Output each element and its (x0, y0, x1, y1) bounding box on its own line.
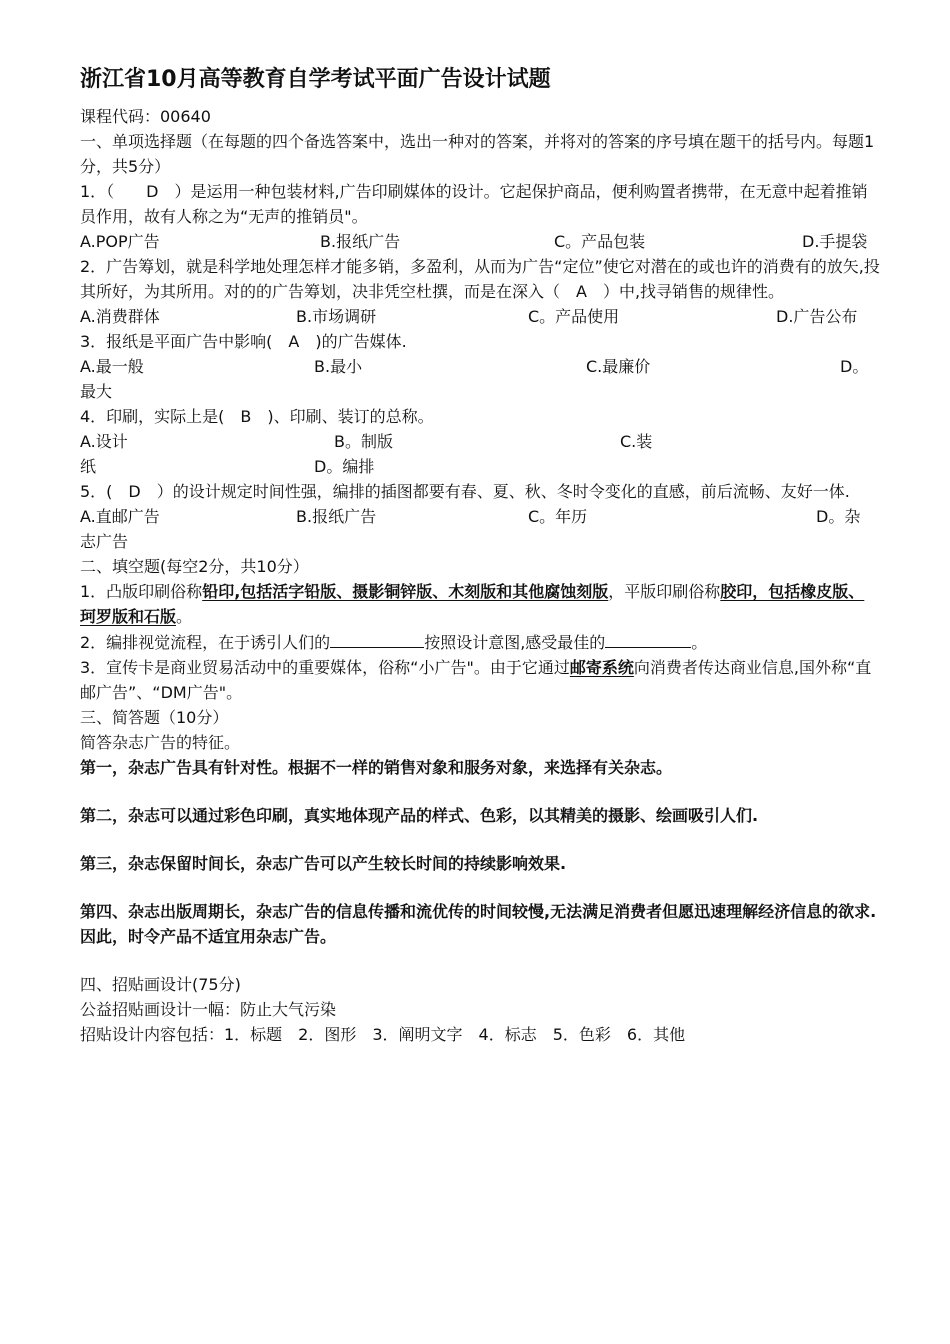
question-5-options (80, 504, 880, 529)
course-code: 课程代码：00640 (80, 107, 211, 126)
option-a: A.直邮广告 (80, 507, 160, 526)
option-a: A.POP广告 (80, 232, 160, 251)
answer-point-2: 第二，杂志可以通过彩色印刷，真实地体现产品的样式、色彩，以其精美的摄影、绘画吸引人们. (80, 806, 759, 825)
fill-1-text: 1．凸版印刷俗称 (80, 582, 203, 601)
option-d: D。杂 (816, 507, 861, 526)
question-3-option-d-cont: 最大 (80, 382, 113, 401)
option-c: C.最廉价 (586, 357, 651, 376)
option-d: D.手提袋 (802, 232, 868, 251)
section-1-heading: 一、单项选择题（在每题的四个备选答案中，选出一种对的答案，并将对的答案的序号填在题干的括号内。每题1分，共5分） (80, 132, 875, 176)
fill-2-text-end: 。 (691, 633, 708, 652)
answer-point-3: 第三，杂志保留时间长，杂志广告可以产生较长时间的持续影响效果. (80, 854, 567, 873)
fill-1-text-mid: ，平版印刷俗称 (608, 582, 721, 601)
question-4-options (80, 429, 880, 454)
fill-question-2 (80, 629, 880, 655)
fill-1-answer-1: 铅印,包括活字铅版、摄影铜锌版、木刻版和其他腐蚀刻版 (202, 582, 609, 601)
question-2-options (80, 304, 880, 329)
question-3: 3．报纸是平面广告中影响( A )的广告媒体. (80, 332, 407, 351)
question-2: 2．广告筹划，就是科学地处理怎样才能多销，多盈利，从而为广告“定位”使它对潜在的或也许的消费有的放矢,投其所好，为其所用。对的的广告筹划，决非凭空杜撰，而是在深入（ A ）中,找寻销售的规律性。 (80, 257, 880, 301)
fill-2-text-mid: 按照设计意图,感受最佳的 (424, 633, 606, 652)
option-c: C.装 (620, 432, 653, 451)
section-4-heading: 四、招贴画设计(75分) (80, 975, 241, 994)
question-4: 4．印刷，实际上是( B )、印刷、装订的总称。 (80, 407, 434, 426)
option-d: D。编排 (314, 457, 375, 476)
option-c: C。年历 (528, 507, 588, 526)
question-4-options-cont (80, 454, 880, 479)
fill-2-text: 2．编排视觉流程，在于诱引人们的 (80, 633, 331, 652)
option-b: B。制版 (334, 432, 393, 451)
short-answer-question: 简答杂志广告的特征。 (80, 733, 241, 752)
fill-1-answer-2: 胶印，包括橡皮版、珂罗版和石版 (80, 582, 865, 626)
poster-contents: 招贴设计内容包括：1．标题 2．图形 3．阐明文字 4．标志 5．色彩 6．其他 (80, 1025, 686, 1044)
option-b: B.市场调研 (296, 307, 377, 326)
question-1-options (80, 229, 880, 254)
poster-task: 公益招贴画设计一幅：防止大气污染 (80, 1000, 337, 1019)
fill-1-text-end: 。 (176, 607, 193, 626)
question-3-options (80, 354, 880, 379)
question-5: 5．( D ）的设计规定时间性强，编排的插图都要有春、夏、秋、冬时令变化的直感，前后流畅、友好一体. (80, 482, 850, 501)
option-d: D。 (840, 357, 869, 376)
document-body (80, 104, 880, 1047)
fill-2-blank-2 (605, 629, 691, 648)
page-title: 浙江省10月高等教育自学考试平面广告设计试题 (80, 67, 551, 92)
section-3-heading: 三、简答题（10分） (80, 708, 229, 727)
fill-question-1 (80, 579, 880, 629)
option-d: D.广告公布 (776, 307, 858, 326)
option-a: A.最一般 (80, 357, 144, 376)
option-b: B.报纸广告 (296, 507, 377, 526)
option-b: B.最小 (314, 357, 363, 376)
option-a: A.设计 (80, 432, 128, 451)
question-5-option-d-cont: 志广告 (80, 532, 129, 551)
answer-point-1: 第一，杂志广告具有针对性。根据不一样的销售对象和服务对象，来选择有关杂志。 (80, 758, 673, 777)
option-c: C。产品使用 (528, 307, 620, 326)
fill-3-answer: 邮寄系统 (569, 658, 634, 677)
option-a: A.消费群体 (80, 307, 160, 326)
answer-point-4: 第四、杂志出版周期长，杂志广告的信息传播和流优传的时间较慢,无法满足消费者但愿迅速理解经济信息的欲求.因此，时令产品不适宜用杂志广告。 (80, 902, 877, 946)
option-c-cont: 纸 (80, 457, 97, 476)
fill-question-3 (80, 655, 880, 705)
option-c: C。产品包装 (554, 232, 646, 251)
fill-2-blank-1 (330, 629, 424, 648)
fill-3-text-end: 向消费者传达商业信息,国外称“直邮广告”、“DM广告"。 (80, 658, 872, 702)
option-b: B.报纸广告 (320, 232, 401, 251)
section-2-heading: 二、填空题(每空2分，共10分） (80, 557, 309, 576)
fill-3-text: 3．宣传卡是商业贸易活动中的重要媒体，俗称“小广告"。由于它通过 (80, 658, 570, 677)
question-1: 1．（ D ）是运用一种包装材料,广告印刷媒体的设计。它起保护商品，便利购置者携带，在无意中起着推销员作用，故有人称之为“无声的推销员"。 (80, 182, 868, 226)
